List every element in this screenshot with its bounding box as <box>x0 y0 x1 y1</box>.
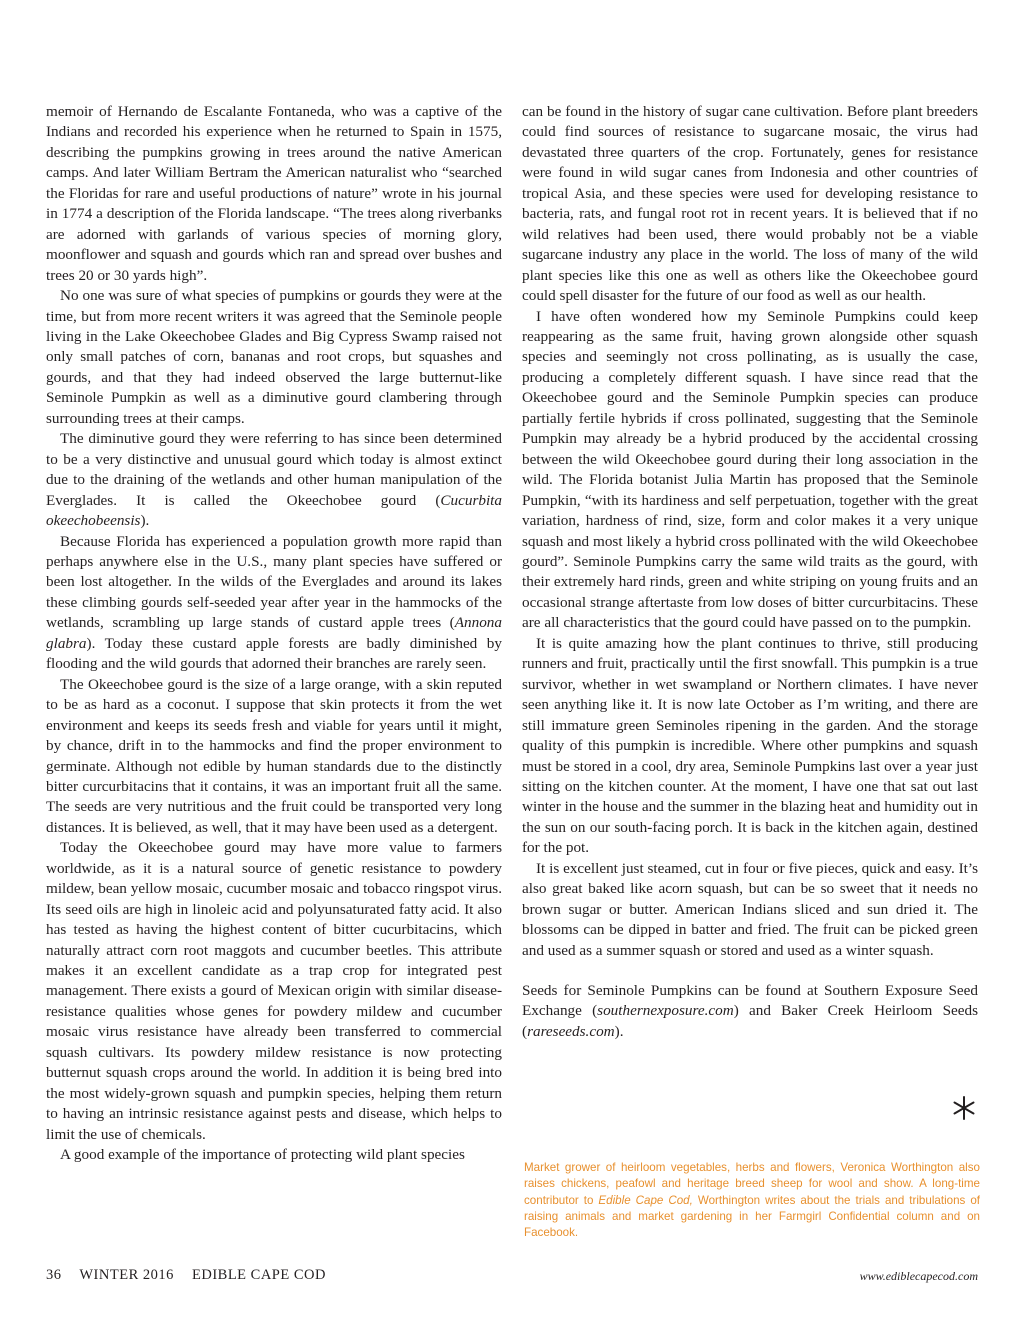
species-name: Annona glabra <box>46 614 502 652</box>
paragraph: It is excellent just steamed, cut in four or five pieces, quick and easy. It’s also great baked like acorn squash, but can be so sweet that it needs no brown sugar or butter. American Indians sliced and sun dried it. The blossoms can be dipped in batter and fried. The fruit can be picked green and used as a summer squash or stored and used as a winter squash. <box>522 859 978 959</box>
website-url[interactable]: www.ediblecapecod.com <box>859 1269 978 1283</box>
text-run: ). <box>140 512 150 530</box>
footer-left <box>46 1267 340 1284</box>
text-run: ) and Baker Creek Heirloom Seeds ( <box>522 1002 979 1040</box>
text-run: Worthington writes about the trials and tribulations of raising animals and market gardening in her Farmgirl Confidential column and on Facebook. <box>524 1193 980 1240</box>
paragraph: The Okeechobee gourd is the size of a large orange, with a skin reputed to be as hard as a coconut. I suppose that skin protects it from the wet environment and keeps its seeds fresh and viable for years until it might, by chance, drift in to the hammocks and find the proper environment to germinate. Although not edible by human standards due to the distinctly bitter curcurbitacins that it contains, it was an important fruit all the same. The seeds are very nutritious and the fruit could be transported very long distances. It is believed, as well, that it may have been used as a detergent. <box>46 675 502 836</box>
paragraph <box>46 532 502 675</box>
text-run: Seeds for Seminole Pumpkins can be found at Southern Exposure Seed Exchange ( <box>522 982 978 1020</box>
page-number: 36 <box>46 1267 62 1283</box>
seed-sources-paragraph <box>522 981 978 1042</box>
species-name: Cucurbita okeechobeensis <box>46 491 502 530</box>
text-run: Market grower of heirloom vegetables, herbs and flowers, Veronica Worthington also raises chickens, peafowl and heritage breed sheep for wool and show. A long-time contributor to <box>524 1161 980 1207</box>
paragraph: I have often wondered how my Seminole Pumpkins could keep reappearing as the same fruit, having grown alongside other squash species and seemingly not cross pollinating, as is usually the case, producing a completely different squash. I have since read that the Okeechobee gourd and the Seminole Pumpkin species can produce partially fertile hybrids if cross pollinated, suggesting that the Seminole Pumpkin may already be a hybrid produced by the accidental crossing between the wild Okeechobee gourd during their long association in the wild. The Florida botanist Julia Martin has proposed that the Seminole Pumpkin, “with its hardiness and self perpetuation, together with the great variation, hardness of rind, size, form and color makes it a very unique squash and most likely a hybrid cross pollinated with the wild Okeechobee gourd”. Seminole Pumpkins carry the same wild traits as the gourd, with their extremely hard rinds, green and white striping on young fruits and an occasional strange aftertaste from low doses of bitter curcurbitacins. These are all characteristics that the gourd could have passed on to the pumpkin. <box>522 307 978 632</box>
paragraph: A good example of the importance of protecting wild plant species <box>60 1146 465 1164</box>
text-run: ). <box>614 1022 624 1040</box>
right-column <box>522 102 978 1042</box>
text-run: ). Today these custard apple forests are badly diminished by flooding and the wild gourds that adorned their branches are rarely seen. <box>46 634 502 673</box>
asterisk-end-mark-icon <box>948 1092 980 1124</box>
paragraph: memoir of Hernando de Escalante Fontaneda, who was a captive of the Indians and recorded his experience when he returned to Spain in 1575, describing the pumpkins growing in trees around the native American camps. And later William Bertram the American naturalist who “searched the Floridas for rare and useful productions of nature” wrote in his journal in 1774 a description of the Florida landscape. “The trees along riverbanks are adorned with garlands of various species of morning glory, moonflower and squash and gourds which ran and spread over bushes and trees 20 or 30 yards high”. <box>46 103 502 284</box>
paragraph: No one was sure of what species of pumpkins or gourds they were at the time, but from more recent writers it was agreed that the Seminole people living in the Lake Okeechobee Glades and Big Cypress Swamp raised not only small patches of corn, bananas and root crops, but squashes and gourds, and that they had indeed observed the large butternut-like Seminole Pumpkin as well as a diminutive gourd clambering through surrounding trees at their camps. <box>46 287 502 427</box>
issue-label: WINTER 2016 <box>79 1267 174 1283</box>
author-bio <box>524 1160 980 1241</box>
paragraph: Today the Okeechobee gourd may have more value to farmers worldwide, as it is a natural source of genetic resistance to powdery mildew, bean yellow mosaic, cucumber mosaic and tobacco ringspot virus. Its seed oils are high in linoleic acid and polyunsaturated fatty acid. It also has tested as having the highest content of bitter cucurbitacins, which naturally attract corn root maggots and cucumber beetles. This attribute makes it an excellent candidate as a trap crop for integrated pest management. There exists a gourd of Mexican origin with similar disease-resistance qualities whose genes for powdery mildew and cucumber mosaic virus resistance have already been transferred to commercial squash cultivars. Its powdery mildew resistance is now protecting butternut squash crops around the world. In addition it is being bred into the most widely-grown squash and pumpkin species, helping them return to having an intrinsic resistance against pests and disease, which helps to limit the use of chemicals. <box>46 839 502 1143</box>
publication-label: EDIBLE CAPE COD <box>192 1267 326 1283</box>
left-column <box>46 102 502 1166</box>
paragraph: can be found in the history of sugar cane cultivation. Before plant breeders could find sources of resistance to sugarcane mosaic, the virus had devastated three quarters of the crop. Fortunately, genes for resistance were found in wild sugar canes from Indonesia and other countries of tropical Asia, and these species were used for developing resistance to bacteria, rats, and fungal root rot in recent years. It is believed that if no wild relatives had been used, there would probably not be a viable sugarcane industry any place in the world. The loss of many of the wild plant species like this one as well as others like the Okeechobee gourd could spell disaster for the future of our food as well as our health. <box>522 103 978 305</box>
text-run: Because Florida has experienced a population growth more rapid than perhaps anywhere else in the U.S., many plant species have suffered or been lost altogether. In the wilds of the Everglades and around its lakes these climbing gourds self-seeded year after year in the hammocks of the wetlands, scrambling up large stands of custard apple trees ( <box>46 532 502 632</box>
paragraph: It is quite amazing how the plant continues to thrive, still producing runners and fruit, practically until the first snowfall. This pumpkin is a true survivor, whether in wet swampland or Northern climates. I have never seen anything like it. It is now late October as I’m writing, and there are still immature green Seminoles ripening in the garden. And the storage quality of this pumpkin is incredible. Where other pumpkins and squash must be stored in a cool, dry area, Seminole Pumpkins last over a year just sitting on the kitchen counter. At the moment, I have one that sat out last winter in the house and the summer in the blazing heat and humidity out in the sun on our south-facing porch. It is back in the kitchen again, destined for the pot. <box>522 634 978 857</box>
publication-name: Edible Cape Cod, <box>598 1193 693 1207</box>
website-reference: rareseeds.com <box>527 1022 615 1040</box>
text-run: The diminutive gourd they were referring to has since been determined to be a very distinctive and unusual gourd which today is almost extinct due to the draining of the wetlands and other human manipulation of the Everglades. It is called the Okeechobee gourd ( <box>46 430 502 509</box>
paragraph <box>46 429 502 531</box>
website-reference: southernexposure.com <box>597 1002 734 1020</box>
